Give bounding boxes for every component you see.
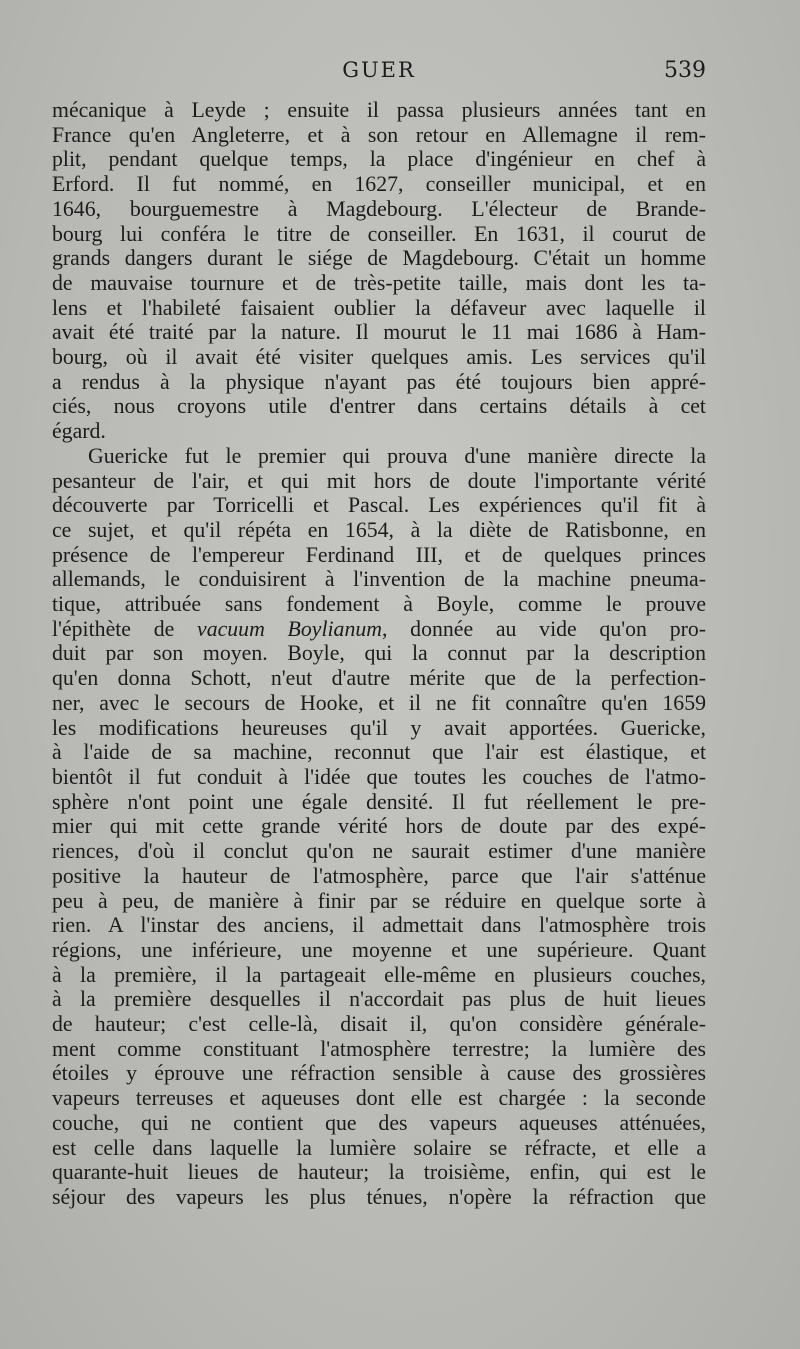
page-number: 539 bbox=[664, 58, 706, 83]
line-segment: , donnée au vide qu'on pro- bbox=[382, 616, 707, 641]
text-line: bourg lui conféra le titre de conseiller. En 1631, il courut de bbox=[52, 221, 706, 246]
text-line: ment comme constituant l'atmosphère terrestre; la lumière des bbox=[52, 1036, 706, 1061]
italic-term: vacuum Boylianum bbox=[197, 616, 382, 641]
text-line: quarante-huit lieues de hauteur; la troisième, enfin, qui est le bbox=[52, 1160, 706, 1185]
text-line: ner, avec le secours de Hooke, et il ne fit connaître qu'en 1659 bbox=[52, 690, 706, 715]
text-line: de mauvaise tournure et de très-petite taille, mais dont les ta- bbox=[52, 270, 706, 295]
text-line: Erford. Il fut nommé, en 1627, conseiller municipal, et en bbox=[52, 172, 706, 197]
text-line: positive la hauteur de l'atmosphère, parce que l'air s'atténue bbox=[52, 863, 706, 888]
text-line: régions, une inférieure, une moyenne et une supérieure. Quant bbox=[52, 937, 706, 962]
text-line: allemands, le conduisirent à l'invention de la machine pneuma- bbox=[52, 567, 706, 592]
text-line: avait été traité par la nature. Il mourut le 11 mai 1686 à Ham- bbox=[52, 320, 706, 345]
text-line: étoiles y éprouve une réfraction sensible à cause des grossières bbox=[52, 1061, 706, 1086]
text-line: 1646, bourguemestre à Magdebourg. L'électeur de Brande- bbox=[52, 196, 706, 221]
text-line: rien. A l'instar des anciens, il admettait dans l'atmosphère trois bbox=[52, 913, 706, 938]
text-line: mécanique à Leyde ; ensuite il passa plusieurs années tant en bbox=[52, 98, 706, 122]
text-line: à l'aide de sa machine, reconnut que l'air est élastique, et bbox=[52, 740, 706, 765]
text-line: duit par son moyen. Boyle, qui la connut par la description bbox=[52, 641, 706, 666]
paragraph-1 bbox=[52, 98, 706, 444]
paragraph-2 bbox=[52, 444, 706, 1210]
text-line: égard. bbox=[52, 419, 106, 444]
text-line: ce sujet, et qu'il répéta en 1654, à la diète de Ratisbonne, en bbox=[52, 517, 706, 542]
text-line: est celle dans laquelle la lumière solaire se réfracte, et elle a bbox=[52, 1135, 706, 1160]
text-line: découverte par Torricelli et Pascal. Les expériences qu'il fit à bbox=[52, 493, 706, 518]
text-line: France qu'en Angleterre, et à son retour en Allemagne il rem- bbox=[52, 122, 706, 147]
paragraph-2-part-2 bbox=[52, 641, 706, 1209]
text-line: ciés, nous croyons utile d'entrer dans certains détails à cet bbox=[52, 394, 706, 419]
text-line: à la première, il la partageait elle-même en plusieurs couches, bbox=[52, 962, 706, 987]
text-line: a rendus à la physique n'ayant pas été toujours bien appré- bbox=[52, 369, 706, 394]
text-line: couche, qui ne contient que des vapeurs aqueuses atténuées, bbox=[52, 1110, 706, 1135]
text-line: peu à peu, de manière à finir par se réduire en quelque sorte à bbox=[52, 888, 706, 913]
text-line: les modifications heureuses qu'il y avait apportées. Guericke, bbox=[52, 715, 706, 740]
text-line: pesanteur de l'air, et qui mit hors de doute l'importante vérité bbox=[52, 468, 706, 493]
body-text bbox=[52, 98, 706, 1210]
line-segment: l'épithète de bbox=[52, 616, 198, 641]
text-line: de hauteur; c'est celle-là, disait il, qu'on considère générale- bbox=[52, 1012, 706, 1037]
text-line: lens et l'habileté faisaient oublier la défaveur avec laquelle il bbox=[52, 295, 706, 320]
text-line: qu'en donna Schott, n'eut d'autre mérite que de la perfection- bbox=[52, 666, 706, 691]
text-line: bourg, où il avait été visiter quelques amis. Les services qu'il bbox=[52, 345, 706, 370]
text-line: riences, d'où il conclut qu'on ne saurait estimer d'une manière bbox=[52, 839, 706, 864]
text-line: tique, attribuée sans fondement à Boyle, comme le prouve bbox=[52, 592, 706, 617]
text-line: bientôt il fut conduit à l'idée que toutes les couches de l'atmo- bbox=[52, 764, 706, 789]
running-head: GUER bbox=[342, 58, 416, 82]
paragraph-2-part-1 bbox=[52, 444, 706, 617]
text-line: à la première desquelles il n'accordait pas plus de huit lieues bbox=[52, 987, 706, 1012]
text-line-italic bbox=[52, 617, 706, 642]
text-line: séjour des vapeurs les plus ténues, n'opère la réfraction que bbox=[52, 1184, 706, 1209]
page-header bbox=[52, 58, 706, 98]
text-line: mier qui mit cette grande vérité hors de doute par des expé- bbox=[52, 814, 706, 839]
text-line: vapeurs terreuses et aqueuses dont elle est chargée : la seconde bbox=[52, 1086, 706, 1111]
text-line: Guericke fut le premier qui prouva d'une manière directe la bbox=[88, 443, 706, 468]
text-line: grands dangers durant le siége de Magdebourg. C'était un homme bbox=[52, 246, 706, 271]
text-line: présence de l'empereur Ferdinand III, et de quelques princes bbox=[52, 542, 706, 567]
text-line: sphère n'ont point une égale densité. Il fut réellement le pre- bbox=[52, 789, 706, 814]
text-line: plit, pendant quelque temps, la place d'ingénieur en chef à bbox=[52, 147, 706, 172]
book-page bbox=[52, 58, 706, 1210]
